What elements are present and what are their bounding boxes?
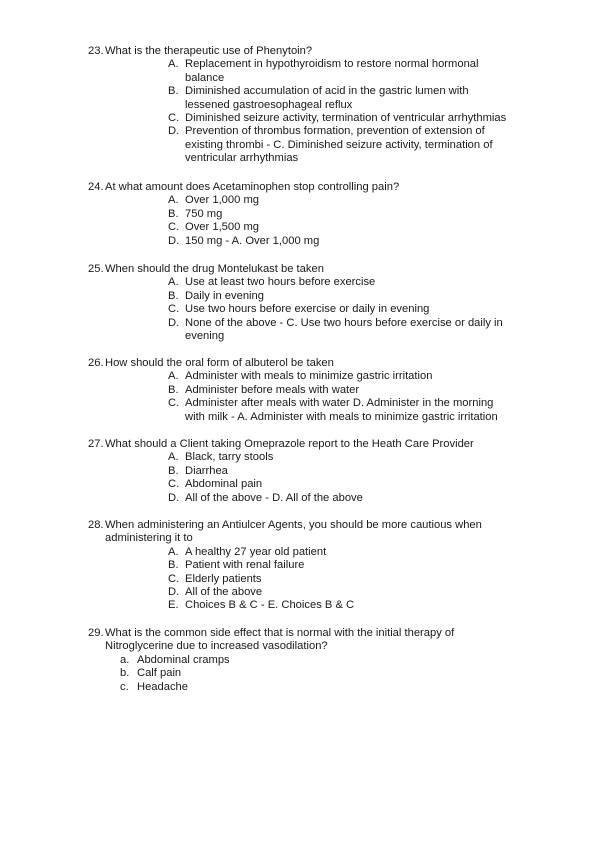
options-list [88,58,548,165]
option-letter: C. [168,303,180,316]
question-25 [88,263,548,343]
option-c [168,397,528,424]
question-line [88,627,548,640]
option-text [185,58,479,85]
question-27 [88,438,548,505]
question-line [88,45,548,58]
option-line: Diminished seizure activity, termination of ventricular arrhythmias [185,112,507,125]
question-text: What should a Client taking Omeprazole report to the Heath Care Provider [105,438,474,450]
option-c [168,221,528,234]
option-text: Black, tarry stools [185,451,274,464]
option-b [168,290,528,303]
option-line: Diminished accumulation of acid in the gastric lumen with [185,85,469,98]
question-text: At what amount does Acetaminophen stop controlling pain? [105,181,400,193]
option-letter: A. [168,58,179,71]
question-text-continued: Nitroglycerine due to increased vasodilation? [105,640,328,653]
option-letter: C. [168,397,180,410]
option-text: Over 1,500 mg [185,221,259,234]
option-text [185,112,506,125]
option-letter: C. [168,478,180,491]
options-list [88,194,548,248]
option-text [185,317,503,344]
question-number: 29. [88,627,104,639]
option-text: Abdominal cramps [137,653,230,666]
option-text: All of the above - D. All of the above [185,491,363,504]
option-letter: D. [168,125,180,138]
question-line [88,357,548,370]
option-line: ventricular arrhythmias [185,152,299,165]
option-d [168,125,528,165]
option-c [168,478,528,491]
option-d [168,586,528,599]
option-text: Daily in evening [185,289,264,302]
question-26 [88,357,548,424]
option-line: evening [185,330,225,343]
option-text: A healthy 27 year old patient [185,545,327,558]
option-letter: E. [168,599,179,612]
option-text: 150 mg - A. Over 1,000 mg [185,234,320,247]
option-a [168,546,528,559]
option-letter: C. [168,221,180,234]
option-letter: D. [168,316,180,329]
option-letter: a. [120,653,130,666]
option-text: Administer before meals with water [185,383,360,396]
option-line: None of the above - C. Use two hours before exercise or daily in [185,316,503,329]
question-text: When should the drug Montelukast be taken [105,263,324,275]
question-number: 27. [88,438,104,450]
option-text [185,85,469,112]
option-b [168,465,528,478]
option-c [120,681,420,694]
option-text: Administer with meals to minimize gastric irritation [185,370,433,383]
option-a [120,654,420,667]
option-text: 750 mg [185,207,223,220]
option-text: Abdominal pain [185,478,263,491]
option-letter: c. [120,680,129,693]
question-text: What is the therapeutic use of Phenytoin? [105,45,313,57]
question-line [88,263,548,276]
option-letter: B. [168,464,179,477]
option-text: Diarrhea [185,464,228,477]
question-28 [88,519,548,613]
option-b [120,667,420,680]
option-letter: b. [120,667,130,680]
option-c [168,112,528,125]
question-number: 28. [88,519,104,531]
question-text: When administering an Antiulcer Agents, you should be more cautious when [105,519,482,531]
options-list [88,370,548,424]
option-b [168,384,528,397]
option-a [168,194,528,207]
options-list [88,276,548,343]
option-letter: A. [168,276,179,289]
question-line [88,438,548,451]
question-24 [88,181,548,248]
option-text: Choices B & C - E. Choices B & C [185,599,355,612]
option-line: with milk - A. Administer with meals to minimize gastric irritation [185,410,498,423]
question-line [88,519,548,532]
option-line: balance [185,71,225,84]
option-line: lessened gastroesophageal reflux [185,98,353,111]
options-list [88,546,548,613]
option-letter: B. [168,85,179,98]
option-letter: B. [168,383,179,396]
option-d [168,492,528,505]
option-line: Administer after meals with water D. Administer in the morning [185,397,494,410]
options-list [88,451,548,505]
option-text: Use two hours before exercise or daily in evening [185,303,430,316]
question-number: 23. [88,45,104,57]
option-letter: C. [168,112,180,125]
option-a [168,58,528,85]
option-letter: B. [168,289,179,302]
option-line: existing thrombi - C. Diminished seizure activity, termination of [185,138,493,151]
option-text: Elderly patients [185,572,262,585]
option-line: Prevention of thrombus formation, prevention of extension of [185,125,485,138]
option-b [168,208,528,221]
option-text: Patient with renal failure [185,559,305,572]
option-letter: D. [168,491,180,504]
question-number: 26. [88,357,104,369]
options-list [88,654,548,694]
question-number: 25. [88,263,104,275]
option-letter: D. [168,586,180,599]
option-e [168,599,528,612]
option-line: Replacement in hypothyroidism to restore normal hormonal [185,58,479,71]
option-text: Over 1,000 mg [185,194,259,207]
option-c [168,303,528,316]
question-number: 24. [88,181,104,193]
option-text: Calf pain [137,667,182,680]
option-text: Headache [137,680,189,693]
option-text: All of the above [185,586,263,599]
option-letter: B. [168,207,179,220]
option-letter: A. [168,545,179,558]
question-29 [88,627,548,694]
option-letter: C. [168,572,180,585]
option-b [168,559,528,572]
question-23 [88,45,548,166]
option-letter: B. [168,559,179,572]
question-line [88,181,548,194]
question-text: How should the oral form of albuterol be taken [105,357,334,369]
option-d [168,235,528,248]
question-text: What is the common side effect that is normal with the initial therapy of [105,627,455,639]
option-letter: A. [168,370,179,383]
option-a [168,451,528,464]
option-letter: A. [168,451,179,464]
option-d [168,317,528,344]
option-letter: A. [168,194,179,207]
option-letter: D. [168,234,180,247]
option-text [185,125,493,165]
option-text: Use at least two hours before exercise [185,276,376,289]
option-text [185,397,498,424]
option-a [168,276,528,289]
option-c [168,573,528,586]
option-a [168,370,528,383]
question-text-continued: administering it to [105,532,193,545]
option-b [168,85,528,112]
